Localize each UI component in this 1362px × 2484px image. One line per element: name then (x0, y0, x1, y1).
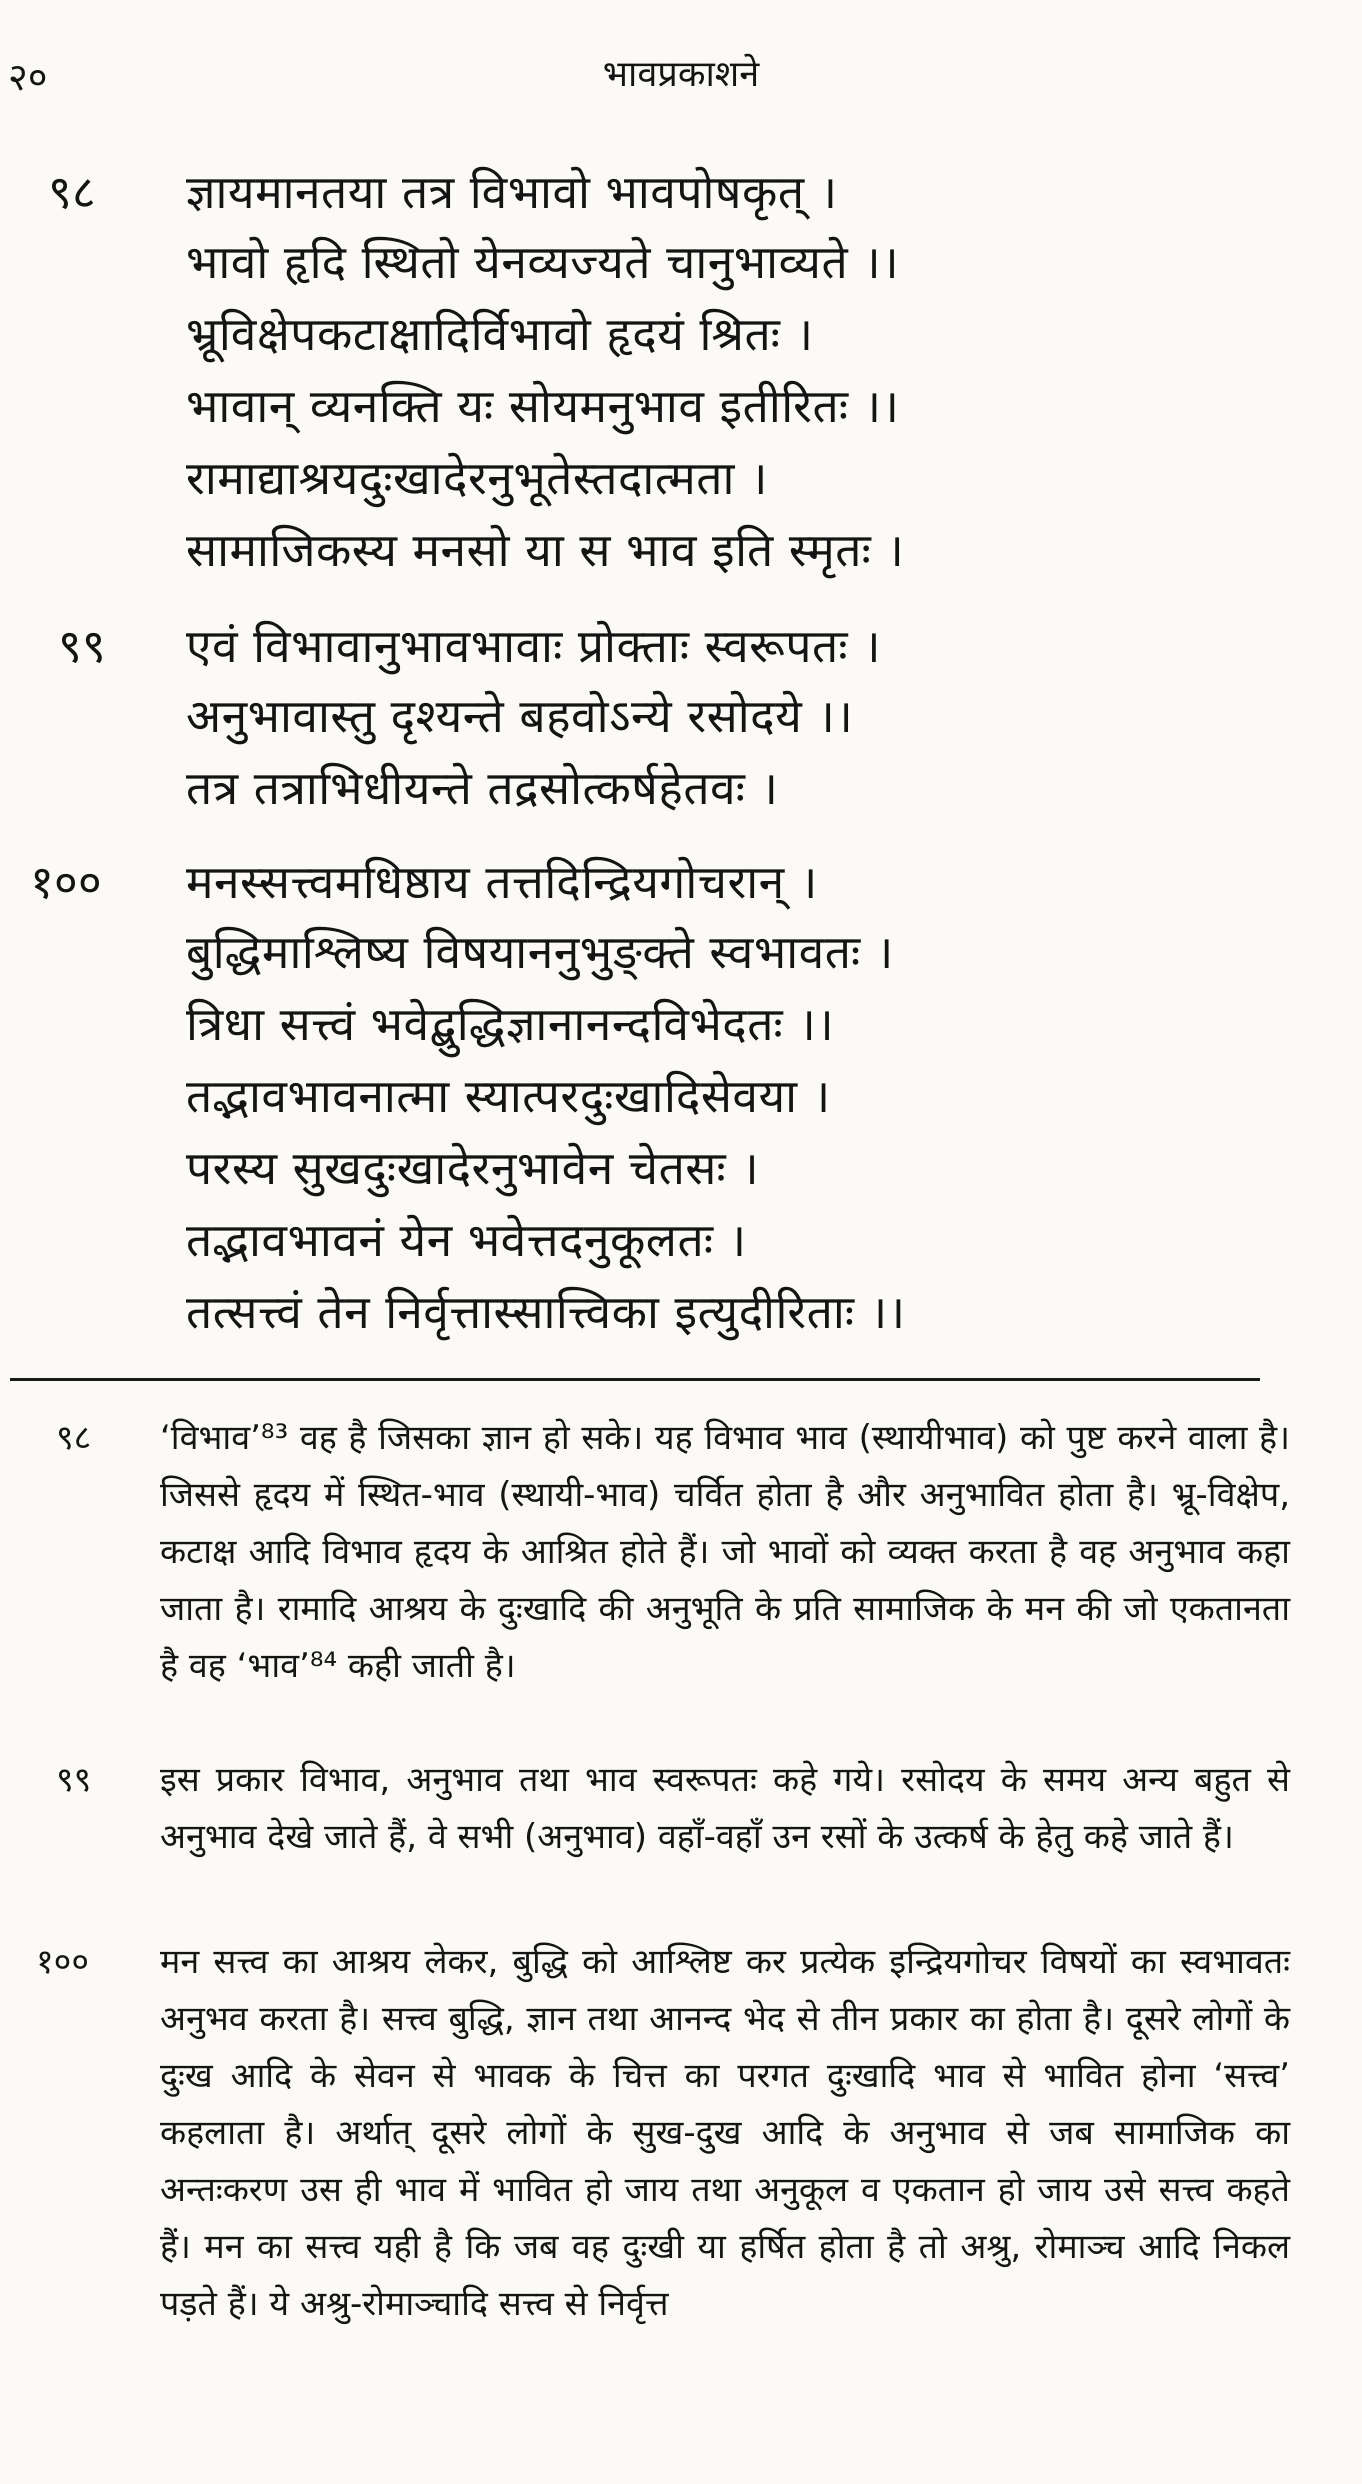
commentary-text: ‘विभाव’⁸³ वह है जिसका ज्ञान हो सके। यह विभाव भाव (स्थायीभाव) को पुष्ट करने वाला है। जिससे हृदय में स्थित-भाव (स्थायी-भाव) चर्वित होता है और अनुभावित होता है। भ्रू-विक्षेप, कटाक्ष आदि विभाव हृदय के आश्रित होते हैं। जो भावों को व्यक्त करता है वह अनुभाव कहा जाता है। रामादि आश्रय के दुःखादि की अनुभूति के प्रति सामाजिक के मन की जो एकतानता है वह ‘भाव’⁸⁴ कही जाती है। (160, 1418, 1290, 1686)
verse-line: ज्ञायमानतया तत्र विभावो भावपोषकृत् । (186, 165, 838, 219)
running-title: भावप्रकाशने (602, 54, 760, 95)
verse-line: भावान् व्यनक्ति यः सोयमनुभाव इतीरितः ।। (186, 379, 900, 433)
verse-line: सामाजिकस्य मनसो या स भाव इति स्मृतः । (186, 523, 905, 577)
verse-line: मनस्सत्त्वमधिष्ठाय तत्तदिन्द्रियगोचरान् । (186, 855, 818, 909)
verse-line: तत्र तत्राभिधीयन्ते तद्रसोत्कर्षहेतवः । (186, 761, 779, 815)
commentary-number: १०० (36, 1942, 90, 1982)
verse-line: भ्रूविक्षेपकटाक्षादिर्विभावो हृदयं श्रितः । (186, 307, 814, 361)
verse-line: त्रिधा सत्त्वं भवेद्बुद्धिज्ञानानन्दविभेदतः ।। (186, 997, 835, 1051)
commentary-text: मन सत्त्व का आश्रय लेकर, बुद्धि को आश्लिष्ट कर प्रत्येक इन्द्रियगोचर विषयों का स्वभावतः अनुभव करता है। सत्त्व बुद्धि, ज्ञान तथा आनन्द भेद से तीन प्रकार का होता है। दूसरे लोगों के दुःख आदि के सेवन से भावक के चित्त का परगत दुःखादि भाव से भावित होना ‘सत्त्व’ कहलाता है। अर्थात् दूसरे लोगों के सुख-दुख आदि के अनुभाव से जब सामाजिक का अन्तःकरण उस ही भाव में भावित हो जाय तथा अनुकूल व एकतान हो जाय उसे सत्त्व कहते हैं। मन का सत्त्व यही है कि जब वह दुःखी या हर्षित होता है तो अश्रु, रोमाञ्च आदि निकल पड़ते हैं। ये अश्रु-रोमाञ्चादि सत्त्व से निर्वृत्त (160, 1942, 1290, 2324)
verse-line: भावो हृदि स्थितो येनव्यज्यते चानुभाव्यते ।। (186, 235, 900, 289)
verse-number: ९८ (48, 165, 96, 219)
verse-number: ९९ (58, 619, 106, 673)
verse-line: तत्सत्त्वं तेन निर्वृत्तास्सात्त्विका इत्युदीरिताः ।। (186, 1285, 906, 1339)
commentary-number: ९९ (56, 1760, 92, 1800)
verse-line: रामाद्याश्रयदुःखादेरनुभूतेस्तदात्मता । (186, 451, 768, 505)
commentary-number: ९८ (56, 1418, 92, 1458)
verse-line: अनुभावास्तु दृश्यन्ते बहवोऽन्ये रसोदये ।। (186, 689, 854, 743)
verse-number: १०० (30, 855, 102, 909)
page-number: २० (8, 55, 48, 99)
verse-line: बुद्धिमाश्लिष्य विषयाननुभुङ्क्ते स्वभावतः । (186, 925, 894, 979)
divider-rule (10, 1378, 1260, 1381)
verse-line: तद्भावभावनं येन भवेत्तदनुकूलतः । (186, 1213, 747, 1267)
commentary-text: इस प्रकार विभाव, अनुभाव तथा भाव स्वरूपतः कहे गये। रसोदय के समय अन्य बहुत से अनुभाव देखे जाते हैं, वे सभी (अनुभाव) वहाँ-वहाँ उन रसों के उत्कर्ष के हेतु कहे जाते हैं। (160, 1760, 1290, 1857)
verse-line: परस्य सुखदुःखादेरनुभावेन चेतसः । (186, 1141, 760, 1195)
verse-line: तद्भावभावनात्मा स्यात्परदुःखादिसेवया । (186, 1069, 831, 1123)
verse-line: एवं विभावानुभावभावाः प्रोक्ताः स्वरूपतः । (186, 619, 882, 673)
